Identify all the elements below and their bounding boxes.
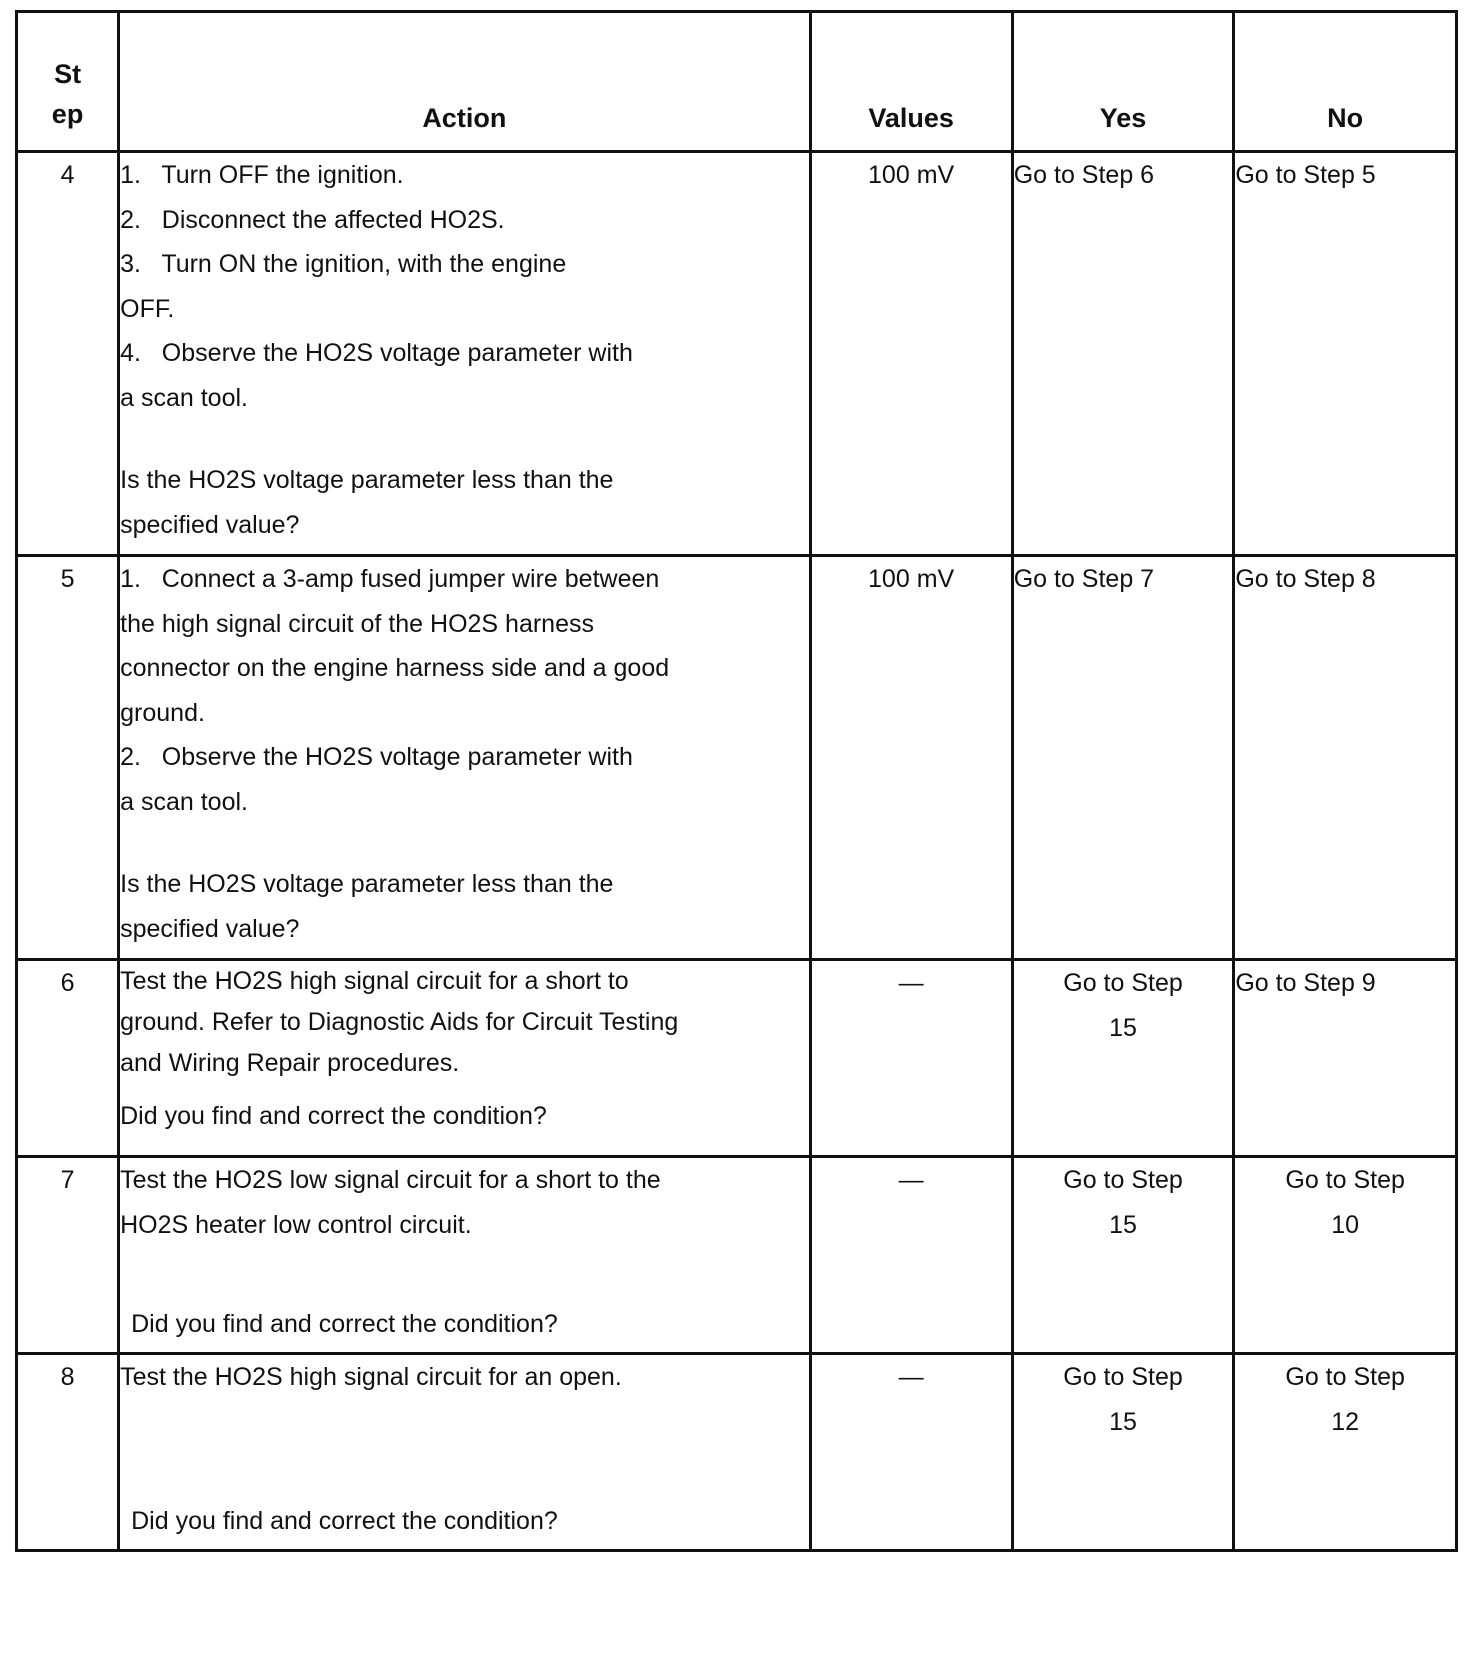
action-line: connector on the engine harness side and a good — [120, 654, 670, 682]
action-question: Did you find and correct the condition? — [131, 1506, 558, 1535]
no-cell — [1234, 1157, 1457, 1354]
action-line: HO2S heater low control circuit. — [120, 1210, 472, 1239]
action-line: a scan tool. — [120, 383, 248, 412]
action-cell — [119, 1354, 810, 1551]
action-line: 3. Turn ON the ignition, with the engine — [120, 250, 567, 278]
yes-text: Go to Step 15 — [1063, 1363, 1183, 1436]
action-line: ground. Refer to Diagnostic Aids for Circuit Testing — [120, 1008, 679, 1036]
action-line: 4. Observe the HO2S voltage parameter with — [120, 339, 633, 367]
action-line: Test the HO2S high signal circuit for a short to — [120, 967, 629, 995]
header-step: St ep — [17, 12, 119, 152]
value-cell: 100 mV — [810, 556, 1012, 960]
table-row — [17, 1157, 1457, 1354]
value-cell: 100 mV — [810, 152, 1012, 556]
action-cell — [119, 960, 810, 1157]
yes-cell — [1012, 960, 1234, 1157]
action-question: Did you find and correct the condition? — [120, 1102, 547, 1130]
action-line: Test the HO2S high signal circuit for an open. — [120, 1363, 622, 1391]
table-row — [17, 556, 1457, 960]
action-line: 1. Connect a 3-amp fused jumper wire between — [120, 565, 660, 593]
header-yes: Yes — [1012, 12, 1234, 152]
yes-text: Go to Step 15 — [1063, 969, 1183, 1042]
action-line: the high signal circuit of the HO2S harness — [120, 609, 594, 638]
no-cell: Go to Step 9 — [1234, 960, 1457, 1157]
table-row — [17, 1354, 1457, 1551]
action-cell — [119, 556, 810, 960]
action-cell — [119, 152, 810, 556]
action-line: 2. Disconnect the affected HO2S. — [120, 205, 505, 234]
action-line: 1. Turn OFF the ignition. — [120, 161, 404, 189]
header-values: Values — [810, 12, 1012, 152]
action-line: a scan tool. — [120, 787, 248, 816]
value-cell: — — [810, 960, 1012, 1157]
header-no: No — [1234, 12, 1457, 152]
yes-cell — [1012, 1157, 1234, 1354]
action-line: and Wiring Repair procedures. — [120, 1049, 460, 1077]
step-number: 4 — [17, 152, 119, 556]
no-cell: Go to Step 8 — [1234, 556, 1457, 960]
table-row — [17, 152, 1457, 556]
action-question: Did you find and correct the condition? — [131, 1309, 558, 1338]
action-cell — [119, 1157, 810, 1354]
step-number: 6 — [17, 960, 119, 1157]
value-cell: — — [810, 1354, 1012, 1551]
yes-cell: Go to Step 7 — [1012, 556, 1234, 960]
action-line: Test the HO2S low signal circuit for a short to the — [120, 1166, 661, 1194]
table-row — [17, 960, 1457, 1157]
header-row — [17, 12, 1457, 152]
action-line: 2. Observe the HO2S voltage parameter with — [120, 743, 633, 771]
no-text: Go to Step 10 — [1285, 1166, 1405, 1239]
no-cell — [1234, 1354, 1457, 1551]
value-cell: — — [810, 1157, 1012, 1354]
yes-text: Go to Step 15 — [1063, 1166, 1183, 1239]
step-number: 7 — [17, 1157, 119, 1354]
header-action: Action — [119, 12, 810, 152]
no-text: Go to Step 12 — [1285, 1363, 1405, 1436]
no-cell: Go to Step 5 — [1234, 152, 1457, 556]
action-line: ground. — [120, 698, 205, 727]
diagnostic-table — [15, 10, 1458, 1552]
step-number: 8 — [17, 1354, 119, 1551]
action-line: OFF. — [120, 294, 175, 323]
action-question: Is the HO2S voltage parameter less than the specified value? — [120, 870, 614, 943]
step-number: 5 — [17, 556, 119, 960]
yes-cell: Go to Step 6 — [1012, 152, 1234, 556]
action-question: Is the HO2S voltage parameter less than the specified value? — [120, 466, 614, 539]
yes-cell — [1012, 1354, 1234, 1551]
